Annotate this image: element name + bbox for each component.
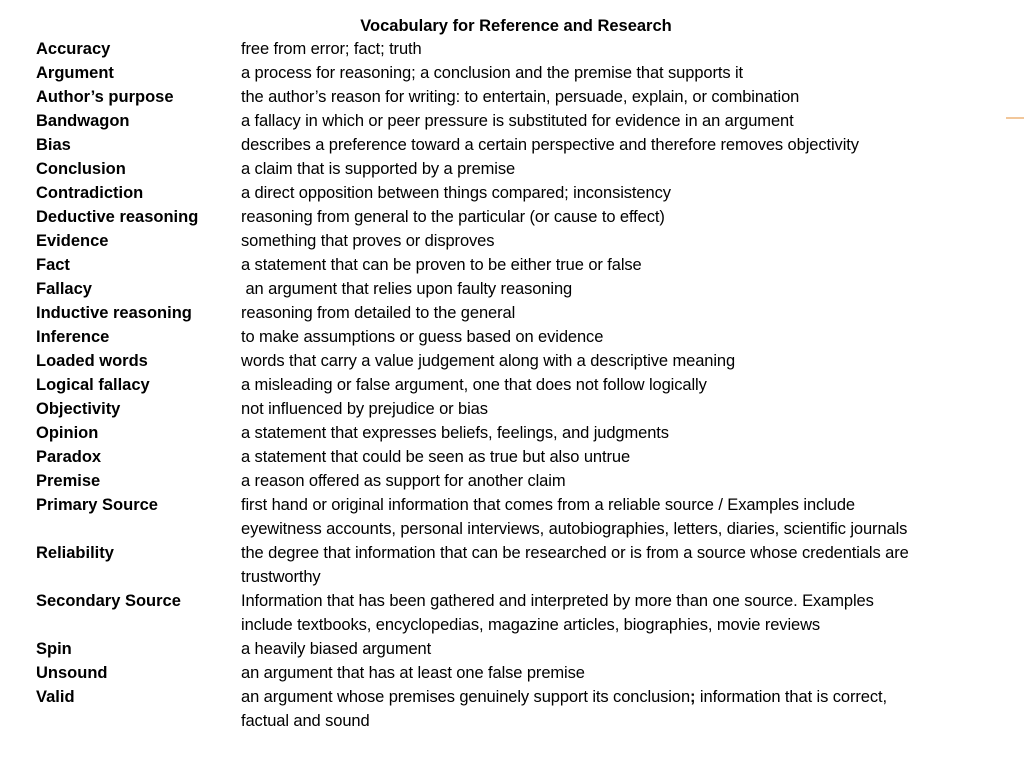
definition-line: a heavily biased argument — [241, 640, 432, 658]
vocab-term: Logical fallacy — [36, 376, 150, 394]
definition-line: a fallacy in which or peer pressure is substituted for evidence in an argument — [241, 112, 794, 130]
definition-text: an argument whose premises genuinely support its conclusion — [241, 688, 691, 706]
definition-text: information that is correct, — [695, 688, 887, 706]
vocab-definition — [241, 37, 1006, 61]
vocab-definition — [241, 109, 1006, 133]
vocab-entry — [36, 277, 1006, 301]
definition-line: include textbooks, encyclopedias, magazine articles, biographies, movie reviews — [241, 616, 821, 634]
definition-line: not influenced by prejudice or bias — [241, 400, 488, 418]
definition-line — [241, 685, 1006, 709]
vocab-definition — [241, 205, 1006, 229]
vocab-entry — [36, 253, 1006, 277]
vocab-entry — [36, 445, 1006, 469]
definition-line: free from error; fact; truth — [241, 40, 422, 58]
vocab-entry — [36, 661, 1006, 685]
vocab-entry — [36, 421, 1006, 445]
definition-line: something that proves or disproves — [241, 232, 495, 250]
vocab-term: Spin — [36, 640, 72, 658]
definition-line: first hand or original information that comes from a reliable source / Examples include — [241, 496, 856, 514]
vocab-entry — [36, 85, 1006, 109]
vocab-entry — [36, 325, 1006, 349]
vocab-definition — [241, 253, 1006, 277]
definition-line: describes a preference toward a certain perspective and therefore removes objectivity — [241, 136, 859, 154]
vocab-entry — [36, 637, 1006, 661]
definition-line: the degree that information that can be researched or is from a source whose credentials are — [241, 544, 909, 562]
vocab-entry — [36, 493, 1006, 541]
vocab-term: Inductive reasoning — [36, 304, 192, 322]
definition-line: the author’s reason for writing: to entertain, persuade, explain, or combination — [241, 88, 800, 106]
vocab-term: Paradox — [36, 448, 102, 466]
definition-line: a misleading or false argument, one that does not follow logically — [241, 376, 707, 394]
vocab-definition — [241, 325, 1006, 349]
definition-line: eyewitness accounts, personal interviews, autobiographies, letters, diaries, scientific journals — [241, 520, 908, 538]
vocab-entry — [36, 37, 1006, 61]
vocab-entry — [36, 229, 1006, 253]
vocab-entry — [36, 157, 1006, 181]
definition-line: a process for reasoning; a conclusion and the premise that supports it — [241, 64, 744, 82]
vocab-term: Secondary Source — [36, 592, 181, 610]
vocab-definition — [241, 469, 1006, 493]
vocab-term: Argument — [36, 64, 114, 82]
vocab-definition — [241, 61, 1006, 85]
vocab-term: Unsound — [36, 664, 108, 682]
definition-line: to make assumptions or guess based on evidence — [241, 328, 604, 346]
vocab-entry — [36, 61, 1006, 85]
vocab-definition — [241, 157, 1006, 181]
vocab-definition — [241, 493, 1006, 541]
definition-line: a direct opposition between things compared; inconsistency — [241, 184, 671, 202]
vocab-term: Fallacy — [36, 280, 92, 298]
definition-line: an argument that has at least one false premise — [241, 664, 585, 682]
definition-line: a statement that can be proven to be either true or false — [241, 256, 642, 274]
vocab-definition — [241, 541, 1006, 589]
vocab-definition — [241, 349, 1006, 373]
vocab-definition — [241, 397, 1006, 421]
vocab-term: Contradiction — [36, 184, 144, 202]
vocab-entry — [36, 397, 1006, 421]
vocab-definition — [241, 637, 1006, 661]
vocab-entry — [36, 469, 1006, 493]
vocab-entry — [36, 349, 1006, 373]
definition-line: a statement that could be seen as true but also untrue — [241, 448, 631, 466]
vocab-definition — [241, 181, 1006, 205]
definition-line: words that carry a value judgement along with a descriptive meaning — [241, 352, 736, 370]
vocab-term: Conclusion — [36, 160, 126, 178]
vocab-definition — [241, 445, 1006, 469]
vocab-definition — [241, 373, 1006, 397]
vocab-definition — [241, 589, 1006, 637]
vocab-definition — [241, 685, 1006, 733]
vocab-term: Loaded words — [36, 352, 148, 370]
vocab-entry — [36, 133, 1006, 157]
definition-line: a claim that is supported by a premise — [241, 160, 516, 178]
vocab-term: Reliability — [36, 544, 114, 562]
definition-line: a reason offered as support for another claim — [241, 472, 566, 490]
vocab-term: Primary Source — [36, 496, 158, 514]
vocab-entry — [36, 301, 1006, 325]
vocab-definition — [241, 85, 1006, 109]
definition-line: reasoning from detailed to the general — [241, 304, 516, 322]
definition-line: Information that has been gathered and interpreted by more than one source. Examples — [241, 592, 874, 610]
vocab-entry — [36, 685, 1006, 733]
page-title: Vocabulary for Reference and Research — [360, 17, 672, 35]
vocab-term: Bias — [36, 136, 71, 154]
vocab-entry — [36, 373, 1006, 397]
vocab-term: Author’s purpose — [36, 88, 174, 106]
definition-line: reasoning from general to the particular (or cause to effect) — [241, 208, 665, 226]
vocab-definition — [241, 661, 1006, 685]
vocab-definition — [241, 133, 1006, 157]
vocab-term: Valid — [36, 688, 75, 706]
definition-line: a statement that expresses beliefs, feelings, and judgments — [241, 424, 669, 442]
vocab-term: Deductive reasoning — [36, 208, 199, 226]
vocab-term: Fact — [36, 256, 70, 274]
vocab-term: Bandwagon — [36, 112, 130, 130]
vocab-term: Premise — [36, 472, 101, 490]
vocab-definition — [241, 277, 1006, 301]
vocab-term: Inference — [36, 328, 110, 346]
bold-separator: ; — [690, 688, 696, 706]
vocab-term: Accuracy — [36, 40, 111, 58]
vocab-definition — [241, 421, 1006, 445]
vocab-entry — [36, 205, 1006, 229]
vocab-definition — [241, 229, 1006, 253]
vocab-entry — [36, 541, 1006, 589]
vocab-entry — [36, 589, 1006, 637]
vocab-definition — [241, 301, 1006, 325]
vocab-entry — [36, 109, 1006, 133]
definition-line: an argument that relies upon faulty reasoning — [241, 280, 573, 298]
vocabulary-list — [36, 37, 1006, 733]
vocab-term: Objectivity — [36, 400, 121, 418]
accent-line — [1006, 117, 1024, 119]
vocab-entry — [36, 181, 1006, 205]
definition-line: factual and sound — [241, 712, 370, 730]
vocab-term: Evidence — [36, 232, 109, 250]
definition-line: trustworthy — [241, 568, 321, 586]
vocab-term: Opinion — [36, 424, 99, 442]
